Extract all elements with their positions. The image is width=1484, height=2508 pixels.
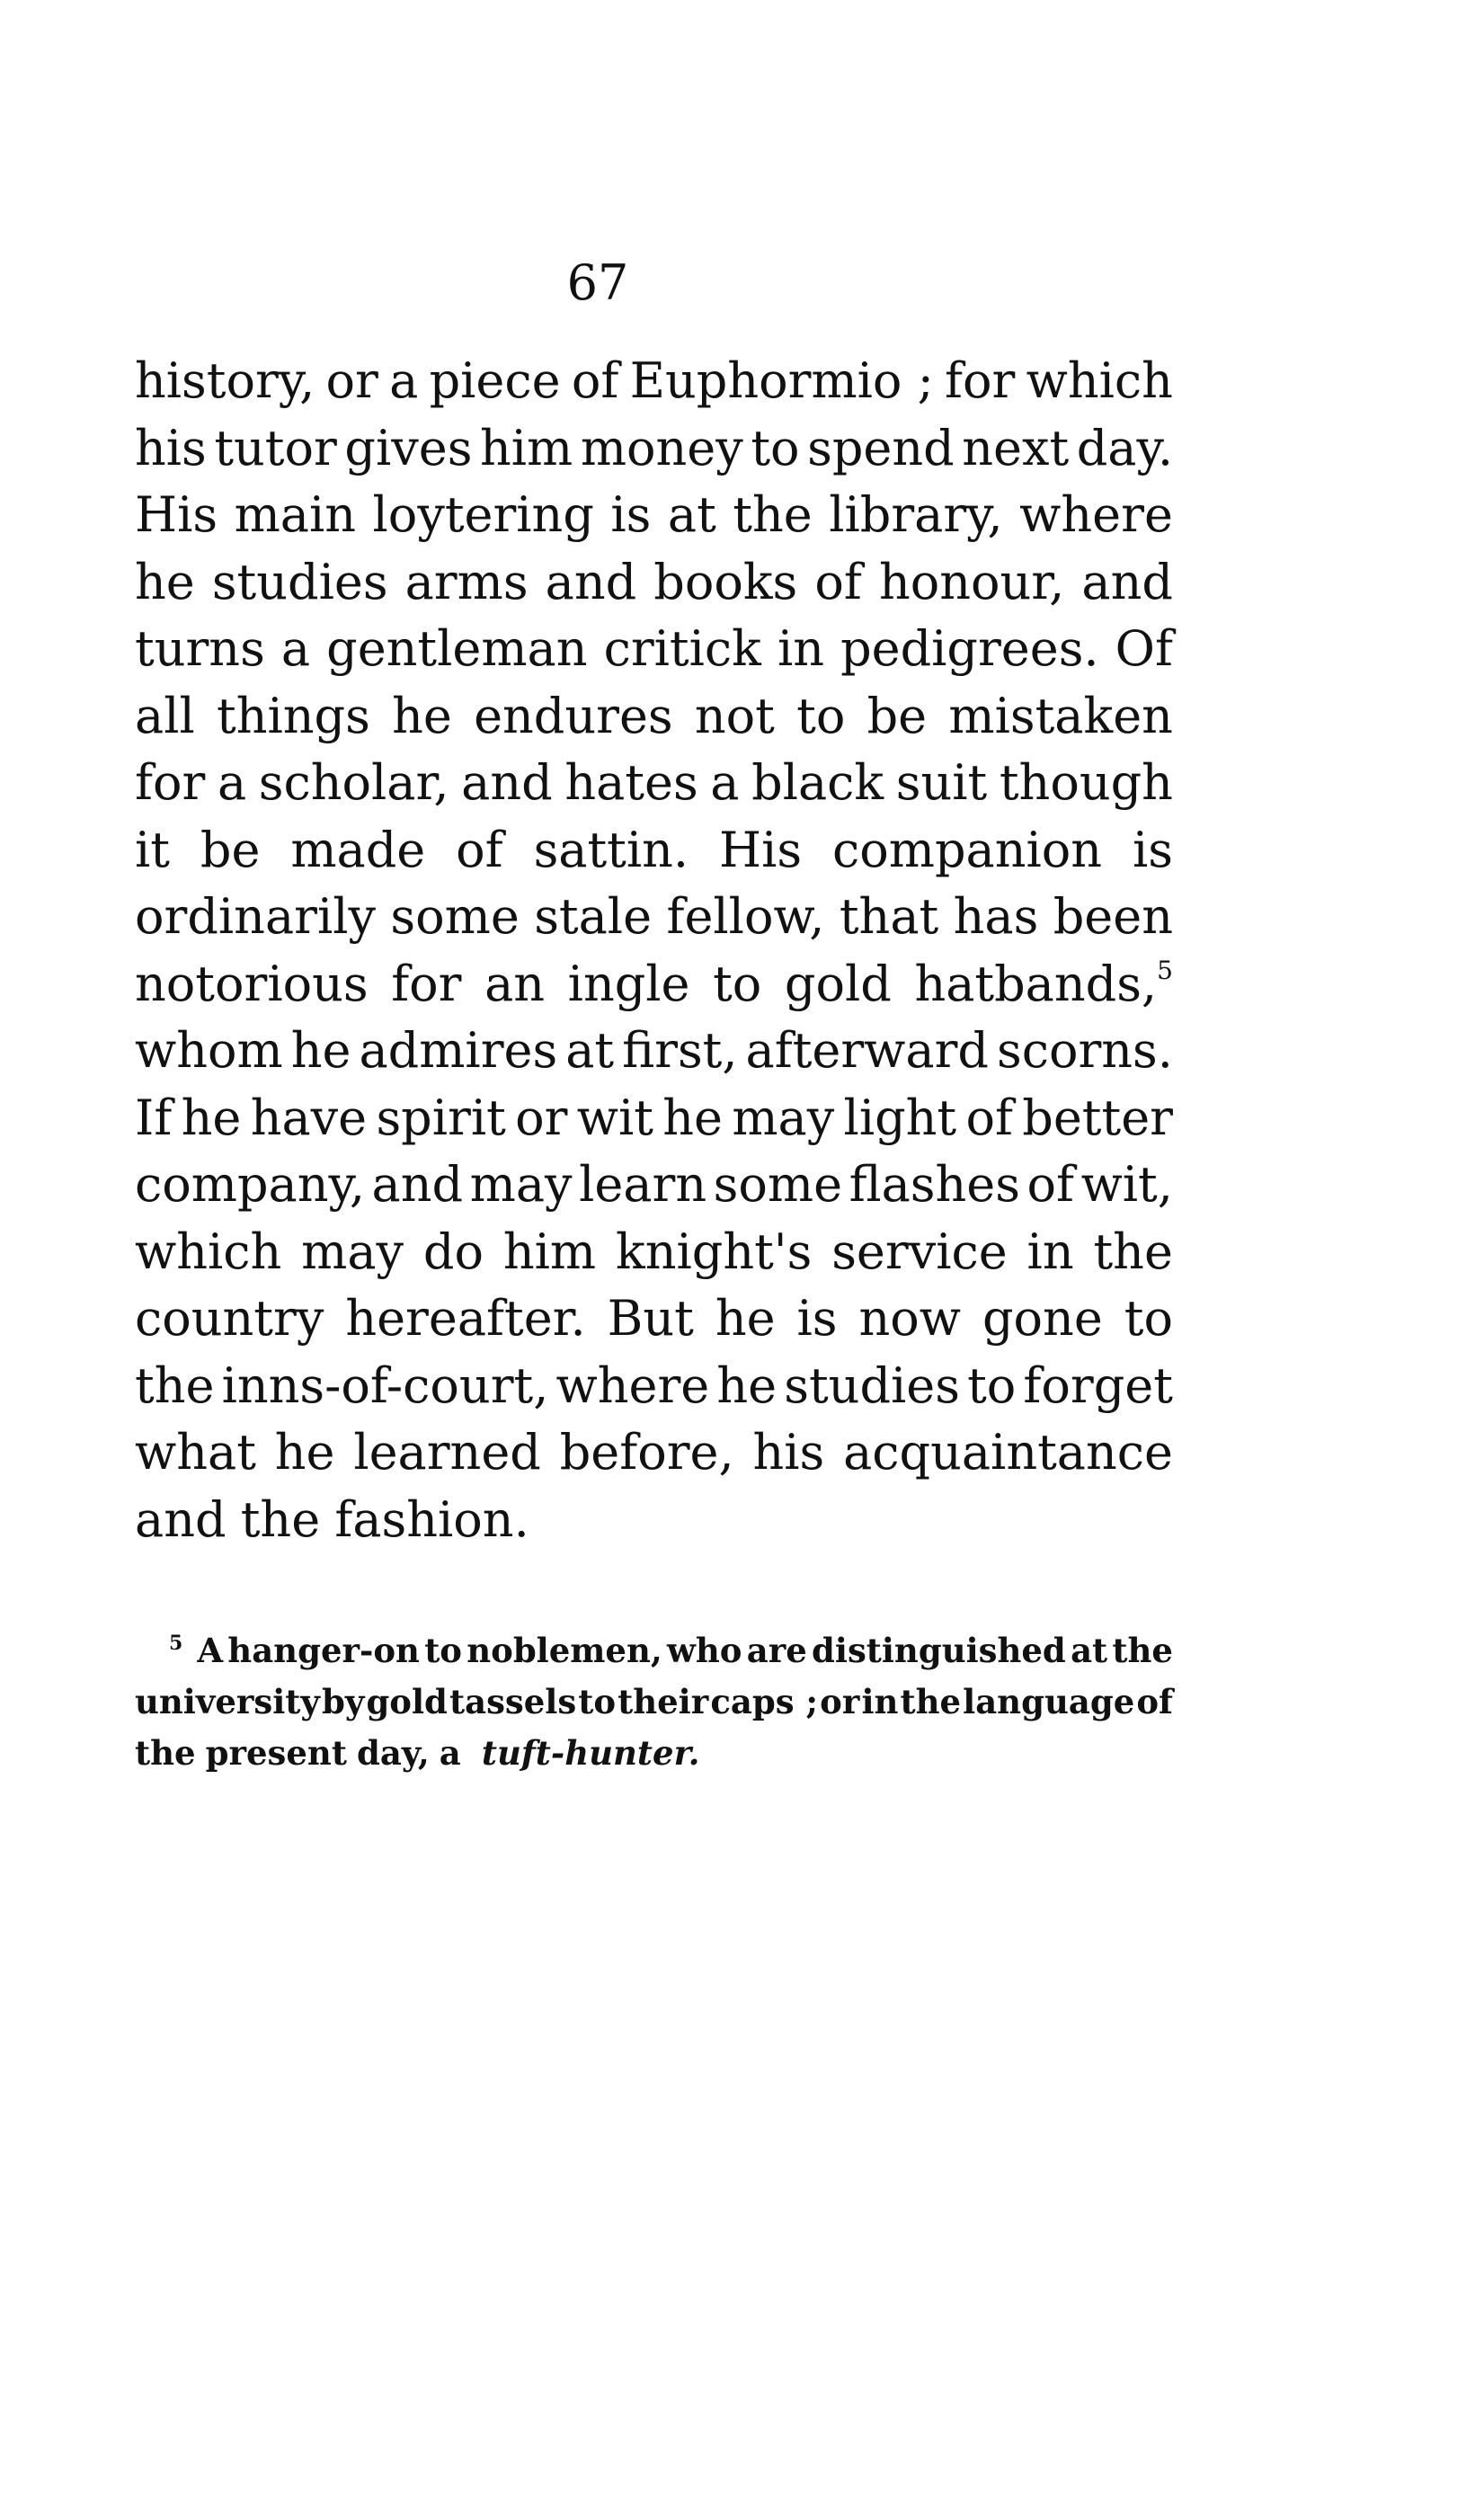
word: light xyxy=(843,1089,957,1146)
word: which xyxy=(135,1223,282,1280)
footnote-first-word xyxy=(169,1625,223,1676)
word: service xyxy=(831,1223,1008,1280)
word: hereafter. xyxy=(345,1290,586,1347)
word: and xyxy=(371,1156,464,1213)
footnote-word: the xyxy=(900,1682,962,1721)
word: critick xyxy=(603,620,761,677)
word: books xyxy=(653,553,798,610)
footnote-word: day, xyxy=(357,1733,430,1773)
word: main xyxy=(234,486,357,543)
word: for xyxy=(391,955,462,1012)
word: his xyxy=(752,1424,825,1481)
word: what xyxy=(135,1424,256,1481)
word: him xyxy=(502,1223,597,1280)
word: for xyxy=(135,754,206,811)
word: of xyxy=(456,821,503,878)
word: fellow, xyxy=(666,888,825,945)
word: His xyxy=(135,486,218,543)
word: gold xyxy=(784,955,892,1012)
footnote-word: in xyxy=(861,1682,899,1721)
word: to xyxy=(1124,1290,1173,1347)
footnote-word: present xyxy=(205,1733,347,1773)
footnote-word: at xyxy=(1071,1631,1108,1670)
word: in xyxy=(1026,1223,1074,1280)
word: gone xyxy=(982,1290,1103,1347)
word: the xyxy=(733,486,813,543)
word: a xyxy=(710,754,740,811)
text-line xyxy=(135,415,1173,483)
word: he xyxy=(715,1290,776,1347)
text-line xyxy=(135,1152,1173,1219)
word: at xyxy=(667,486,716,543)
word: is xyxy=(610,486,652,543)
footnote-word: a xyxy=(439,1733,461,1773)
word: spirit xyxy=(376,1089,506,1146)
word: be xyxy=(200,821,261,878)
text-line xyxy=(135,1487,1173,1554)
page-number: 67 xyxy=(566,254,629,311)
footnote-word: university xyxy=(135,1682,320,1721)
word: spend xyxy=(807,419,955,476)
word: piece xyxy=(429,352,561,409)
text-line xyxy=(135,1285,1173,1353)
text-line xyxy=(135,817,1173,885)
word: that xyxy=(839,888,939,945)
word: he xyxy=(716,1356,778,1414)
word: at xyxy=(565,1022,615,1079)
footnote-line xyxy=(135,1728,1173,1779)
word: pedigrees. xyxy=(840,620,1099,677)
word: an xyxy=(484,955,546,1012)
word: sattin. xyxy=(533,821,689,878)
word: of xyxy=(571,352,619,409)
word: him xyxy=(479,419,573,476)
word: to xyxy=(713,955,762,1012)
word: where xyxy=(555,1356,710,1414)
text-line xyxy=(135,549,1173,617)
word: endures xyxy=(474,687,673,744)
word: to xyxy=(796,687,846,744)
word: company, xyxy=(135,1156,365,1213)
footnote-word: their xyxy=(618,1682,709,1721)
word: he xyxy=(662,1089,724,1146)
word: in xyxy=(777,620,824,677)
word: arms xyxy=(404,553,529,610)
word: whom xyxy=(135,1022,283,1079)
text-line xyxy=(135,348,1173,415)
word: better xyxy=(1022,1089,1173,1146)
word: next xyxy=(962,419,1070,476)
footnote-word: are xyxy=(746,1631,807,1670)
footnote-word: noblemen, xyxy=(467,1631,662,1670)
word: wit xyxy=(576,1089,653,1146)
word: hates xyxy=(564,754,698,811)
word: made xyxy=(290,821,426,878)
word: or xyxy=(325,352,378,409)
footnote-word: the xyxy=(1112,1631,1173,1670)
word: and xyxy=(1081,553,1173,610)
word: where xyxy=(1019,486,1173,543)
word: he xyxy=(135,553,195,610)
footnote-line xyxy=(135,1676,1173,1728)
word: ordinarily xyxy=(135,888,376,945)
word: learn xyxy=(579,1156,707,1213)
word: His xyxy=(719,821,803,878)
footnote-word: caps ; xyxy=(710,1682,819,1721)
word: fashion. xyxy=(334,1490,529,1548)
word: wit, xyxy=(1080,1156,1173,1213)
word: hatbands,$^5$ xyxy=(914,955,1173,1012)
word: loytering xyxy=(372,486,594,543)
footnote-word: or xyxy=(820,1682,860,1721)
word: turns xyxy=(135,620,265,677)
word: library, xyxy=(829,486,1003,543)
word: some xyxy=(713,1156,843,1213)
word: inns-of-court, xyxy=(221,1356,549,1414)
word: Euphormio ; xyxy=(629,352,934,409)
word: it xyxy=(135,821,170,878)
footnote-word: tassels xyxy=(449,1682,577,1721)
text-line xyxy=(135,884,1173,951)
text-line xyxy=(135,683,1173,751)
word: all xyxy=(135,687,195,744)
word: though xyxy=(999,754,1173,811)
word: to xyxy=(967,1356,1017,1414)
word: the xyxy=(1093,1223,1173,1280)
word: of xyxy=(814,553,862,610)
word: he xyxy=(181,1089,242,1146)
text-line xyxy=(135,1419,1173,1487)
word: is xyxy=(1132,821,1173,878)
footnote-word: by xyxy=(321,1682,365,1721)
word: first, xyxy=(622,1022,738,1079)
word: some xyxy=(390,888,520,945)
word: suit xyxy=(895,754,988,811)
word: for xyxy=(945,352,1016,409)
word: notorious xyxy=(135,955,369,1012)
footnote-reference[interactable]: 5 xyxy=(1157,955,1173,985)
footnote-marker: 5 xyxy=(169,1632,183,1655)
text-line xyxy=(135,750,1173,817)
word: and xyxy=(461,754,553,811)
word: of xyxy=(1026,1156,1075,1213)
word: admires xyxy=(359,1022,558,1079)
word: forget xyxy=(1023,1356,1173,1414)
body-text xyxy=(135,348,1173,1553)
word: things xyxy=(217,687,370,744)
word: studies xyxy=(784,1356,960,1414)
word: he xyxy=(290,1022,351,1079)
word: But xyxy=(607,1290,694,1347)
word: which xyxy=(1026,352,1173,409)
word: companion xyxy=(832,821,1103,878)
word: a xyxy=(280,620,311,677)
text-line xyxy=(135,1018,1173,1085)
word: scholar, xyxy=(258,754,449,811)
word: now xyxy=(858,1290,961,1347)
footnote-word: who xyxy=(667,1631,742,1670)
text-line xyxy=(135,1219,1173,1286)
word: acquaintance xyxy=(843,1424,1173,1481)
word: tutor xyxy=(214,419,337,476)
footnote-word: of xyxy=(1136,1682,1173,1721)
word: may xyxy=(469,1156,573,1213)
word: to xyxy=(751,419,800,476)
footnote-word: distinguished xyxy=(812,1631,1066,1670)
word: day. xyxy=(1076,419,1173,476)
word: before, xyxy=(559,1424,734,1481)
footnote-word: hanger-on xyxy=(227,1631,420,1670)
word: he xyxy=(392,687,452,744)
footnote-word: the xyxy=(135,1733,196,1773)
word: not xyxy=(694,687,775,744)
word: history, xyxy=(135,352,315,409)
word: be xyxy=(866,687,928,744)
text-line xyxy=(135,951,1173,1018)
word: black xyxy=(751,754,884,811)
word: a xyxy=(389,352,419,409)
word: money xyxy=(580,419,743,476)
word: and xyxy=(135,1490,227,1548)
word: have xyxy=(250,1089,368,1146)
word: gentleman xyxy=(326,620,588,677)
word: do xyxy=(422,1223,484,1280)
word: afterward xyxy=(745,1022,989,1079)
text-line xyxy=(135,616,1173,683)
word: learned xyxy=(353,1424,541,1481)
footnote-word: to xyxy=(424,1631,462,1670)
word: the xyxy=(240,1490,321,1548)
word: studies xyxy=(211,553,388,610)
text-line xyxy=(135,1353,1173,1420)
word: his xyxy=(135,419,207,476)
footnote-word: gold xyxy=(366,1682,448,1721)
word: mistaken xyxy=(948,687,1173,744)
word: and xyxy=(545,553,637,610)
word: stale xyxy=(534,888,653,945)
word: honour, xyxy=(878,553,1065,610)
word: been xyxy=(1053,888,1173,945)
word: knight's xyxy=(615,1223,813,1280)
word: has xyxy=(953,888,1039,945)
word: he xyxy=(274,1424,335,1481)
footnote-line xyxy=(135,1625,1173,1676)
footnote xyxy=(135,1625,1173,1779)
text-line xyxy=(135,482,1173,549)
word: gives xyxy=(344,419,473,476)
word: If xyxy=(135,1089,173,1146)
word: flashes xyxy=(849,1156,1020,1213)
word: scorns. xyxy=(996,1022,1173,1079)
footnote-italic-term: tuft-hunter. xyxy=(481,1733,700,1773)
word: or xyxy=(515,1089,568,1146)
word: country xyxy=(135,1290,324,1347)
footnote-word: language xyxy=(963,1682,1135,1721)
word: of xyxy=(965,1089,1013,1146)
word: is xyxy=(796,1290,838,1347)
footnote-word: to xyxy=(578,1682,617,1721)
footnote-word: A xyxy=(197,1631,224,1670)
word: Of xyxy=(1115,620,1173,677)
word: may xyxy=(732,1089,835,1146)
text-line xyxy=(135,1085,1173,1152)
word: a xyxy=(217,754,247,811)
word: may xyxy=(301,1223,404,1280)
word: the xyxy=(135,1356,215,1414)
word: ingle xyxy=(567,955,690,1012)
